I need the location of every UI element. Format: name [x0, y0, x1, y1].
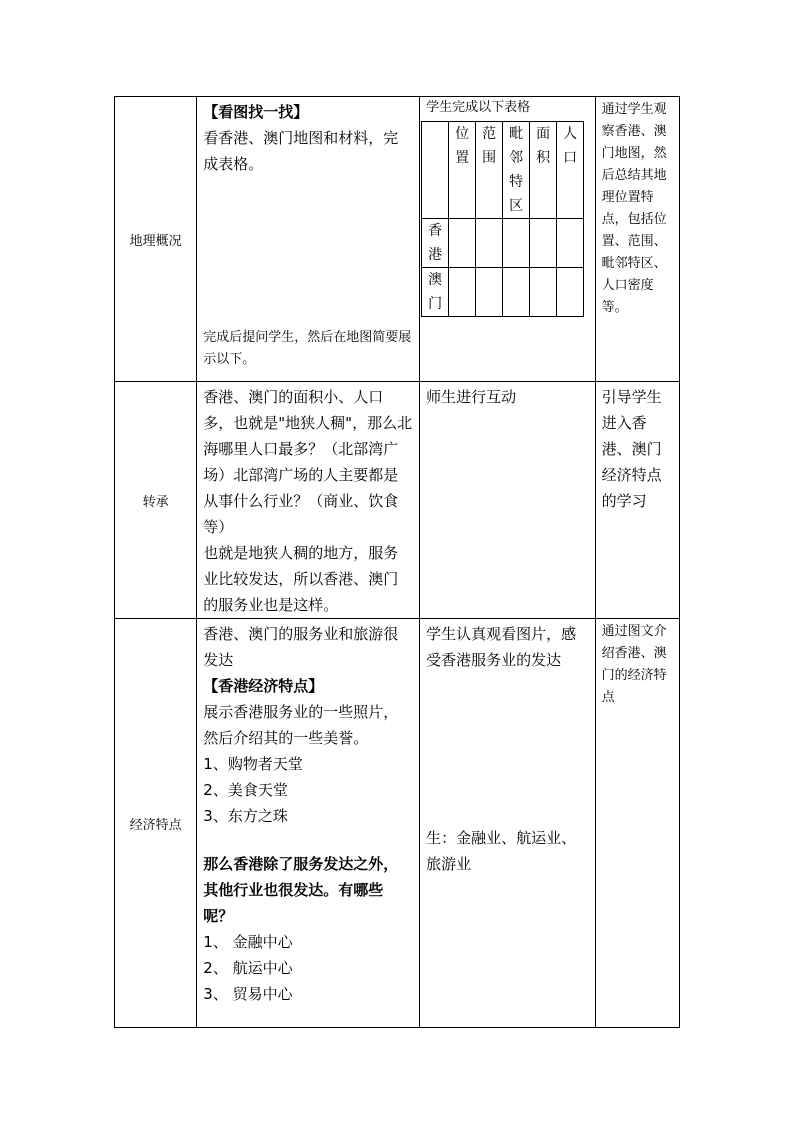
intent-cell — [595, 97, 679, 382]
activity-text: 学生认真观看图片，感受香港服务业的发达 — [426, 625, 577, 669]
fill-in-row — [422, 219, 584, 268]
content-text: 展示香港服务业的一些照片，然后介绍其的一些美誉。 — [203, 703, 399, 747]
blank-cell — [530, 268, 557, 317]
intent-text: 引导学生进入香港、澳门经济特点的学习 — [601, 388, 662, 510]
activity-text: 师生进行互动 — [426, 388, 517, 406]
fill-in-header: 范围 — [482, 126, 497, 166]
lesson-plan-table — [114, 96, 680, 1028]
fill-in-header-row — [422, 122, 584, 219]
content-cell — [197, 382, 420, 619]
list-item: 3、东方之珠 — [203, 807, 288, 825]
row-label: 经济特点 — [115, 619, 197, 1028]
content-text: 香港、澳门的服务业和旅游很发达 — [203, 625, 399, 669]
content-text: 也就是地狭人稠的地方，服务业比较发达，所以香港、澳门的服务业也是这样。 — [203, 544, 399, 614]
content-cell — [197, 97, 420, 382]
table-row — [115, 382, 680, 619]
content-text: 看香港、澳门地图和材料，完成表格。 — [203, 129, 399, 173]
list-item: 2、 航运中心 — [203, 959, 293, 977]
list-item: 1、购物者天堂 — [203, 755, 303, 773]
blank-cell — [476, 268, 503, 317]
blank-cell — [557, 219, 584, 268]
fill-in-corner — [422, 122, 449, 219]
activity-cell — [420, 97, 596, 382]
row-label: 转承 — [115, 382, 197, 619]
intent-text: 通过图文介绍香港、澳门的经济特点 — [601, 624, 667, 705]
question-text: 那么香港除了服务发达之外，其他行业也很发达。有哪些呢？ — [203, 855, 399, 925]
activity-cell — [420, 382, 596, 619]
list-item: 1、 金融中心 — [203, 933, 293, 951]
fill-in-row-label: 澳门 — [428, 272, 443, 312]
blank-cell — [476, 219, 503, 268]
fill-in-row-label: 香港 — [428, 223, 443, 263]
section-heading: 【看图找一找】 — [203, 103, 309, 121]
section-heading: 【香港经济特点】 — [203, 677, 324, 695]
content-cell — [197, 619, 420, 1028]
fill-in-table — [421, 121, 584, 317]
blank-cell — [530, 219, 557, 268]
blank-cell — [503, 268, 530, 317]
blank-cell — [449, 219, 476, 268]
intent-text: 通过学生观察香港、澳门地图，然后总结其地理位置特点，包括位置、范围、毗邻特区、人口密度等。 — [601, 102, 667, 315]
activity-text: 生：金融业、航运业、旅游业 — [426, 829, 577, 873]
activity-cell — [420, 619, 596, 1028]
fill-in-header: 毗邻特区 — [509, 126, 524, 214]
fill-in-row — [422, 268, 584, 317]
row-label: 地理概况 — [115, 97, 197, 382]
fill-in-header: 人口 — [563, 126, 578, 166]
list-item: 3、 贸易中心 — [203, 985, 293, 1003]
content-note: 完成后提问学生，然后在地图简要展示以下。 — [203, 330, 412, 367]
table-row — [115, 619, 680, 1028]
intent-cell — [595, 619, 679, 1028]
fill-in-header: 位置 — [455, 126, 470, 166]
table-row — [115, 97, 680, 382]
fill-in-header: 面积 — [536, 126, 551, 166]
list-item: 2、美食天堂 — [203, 781, 288, 799]
intent-cell — [595, 382, 679, 619]
content-text: 香港、澳门的面积小、人口多，也就是"地狭人稠"，那么北海哪里人口最多？（北部湾广场）北部湾广场的人主要都是从事什么行业？（商业、饮食等） — [203, 388, 413, 536]
blank-cell — [557, 268, 584, 317]
blank-cell — [449, 268, 476, 317]
blank-cell — [503, 219, 530, 268]
activity-title: 学生完成以下表格 — [426, 100, 531, 115]
